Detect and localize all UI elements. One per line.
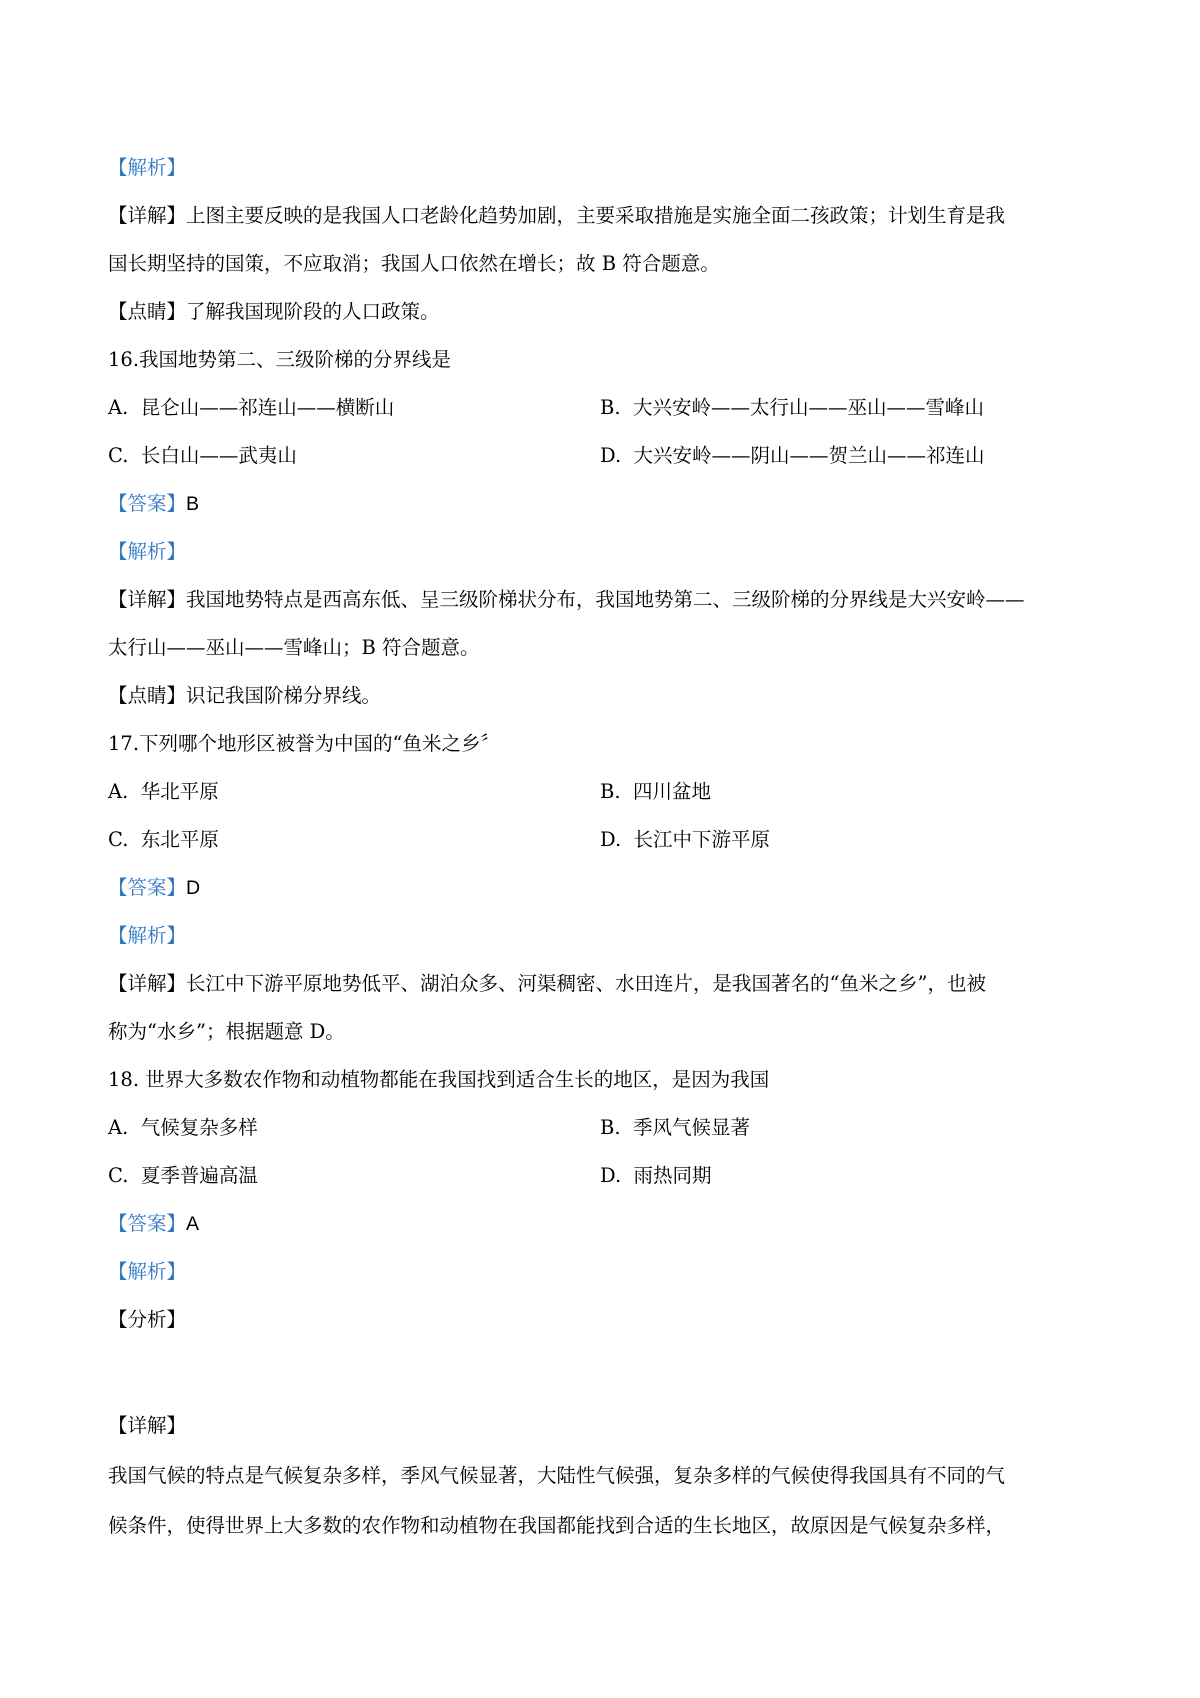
q17-option-d-letter: D. — [600, 828, 622, 851]
q18-option-d — [600, 1162, 712, 1190]
q15-jiexi-label: 【解析】 — [108, 156, 187, 179]
q18-option-b-letter: B. — [600, 1116, 621, 1139]
q17-option-b-letter: B. — [600, 780, 621, 803]
q16-dianjing-label: 【点睛】 — [108, 684, 187, 707]
q18-answer-value: A — [186, 1213, 200, 1235]
q17-detail-line-1 — [108, 970, 986, 998]
q16-option-a-letter: A. — [108, 396, 129, 419]
q15-detail-line-1 — [108, 202, 1005, 230]
q16-option-c — [108, 442, 297, 470]
q16-detail-line-1 — [108, 586, 1025, 614]
q17-daan-label: 【答案】 — [108, 876, 187, 899]
q18-option-c-text: 夏季普遍高温 — [140, 1164, 258, 1187]
q17-option-c — [108, 826, 219, 854]
q18-option-b — [600, 1114, 750, 1142]
q15-dianjing-text: 了解我国现阶段的人口政策。 — [186, 300, 440, 323]
q17-detail-line-2: 称为“水乡”；根据题意 D。 — [108, 1020, 345, 1043]
q18-option-a — [108, 1114, 258, 1142]
q17-option-b-text: 四川盆地 — [632, 780, 711, 803]
q17-option-b — [600, 778, 711, 806]
q16-option-a-text: 昆仑山——祁连山——横断山 — [140, 396, 395, 419]
q17-jiexi-label: 【解析】 — [108, 924, 187, 947]
q15-dianjing-label: 【点睛】 — [108, 300, 187, 323]
q15-detail-line-2: 国长期坚持的国策，不应取消；我国人口依然在增长；故 B 符合题意。 — [108, 252, 720, 275]
q17-option-c-text: 东北平原 — [140, 828, 219, 851]
q18-detail-line-2: 候条件，使得世界上大多数的农作物和动植物在我国都能找到合适的生长地区，故原因是气候复杂多样， — [108, 1514, 1006, 1537]
q17-option-a-text: 华北平原 — [140, 780, 219, 803]
q17-option-d-text: 长江中下游平原 — [633, 828, 771, 851]
q18-jiexi-label: 【解析】 — [108, 1260, 187, 1283]
q16-stem: 16.我国地势第二、三级阶梯的分界线是 — [108, 348, 452, 371]
q18-option-b-text: 季风气候显著 — [632, 1116, 750, 1139]
q16-answer-value: B — [186, 493, 200, 515]
q16-detail-text-1: 我国地势特点是西高东低、呈三级阶梯状分布，我国地势第二、三级阶梯的分界线是大兴安岭—— — [186, 588, 1025, 611]
q16-option-d — [600, 442, 985, 470]
q18-option-a-letter: A. — [108, 1116, 129, 1139]
q18-xiangjie-label: 【详解】 — [108, 1414, 187, 1437]
q16-option-b-text: 大兴安岭——太行山——巫山——雪峰山 — [632, 396, 984, 419]
q16-option-c-text: 长白山——武夷山 — [140, 444, 297, 467]
q16-option-d-text: 大兴安岭——阴山——贺兰山——祁连山 — [633, 444, 985, 467]
q17-xiangjie-label: 【详解】 — [108, 972, 187, 995]
q16-option-b-letter: B. — [600, 396, 621, 419]
q16-detail-line-2: 太行山——巫山——雪峰山；B 符合题意。 — [108, 636, 480, 659]
q16-jiexi-label: 【解析】 — [108, 540, 187, 563]
q18-answer — [108, 1210, 199, 1238]
q18-option-c — [108, 1162, 258, 1190]
q16-dianjing-text: 识记我国阶梯分界线。 — [186, 684, 382, 707]
q15-xiangjie-label: 【详解】 — [108, 204, 187, 227]
q15-detail-text-1: 上图主要反映的是我国人口老龄化趋势加剧，主要采取措施是实施全面二孩政策；计划生育是我 — [186, 204, 1006, 227]
q18-option-d-letter: D. — [600, 1164, 622, 1187]
q16-dianjing — [108, 682, 381, 710]
q18-option-d-text: 雨热同期 — [633, 1164, 712, 1187]
q18-stem: 18. 世界大多数农作物和动植物都能在我国找到适合生长的地区，是因为我国 — [108, 1068, 770, 1091]
q17-stem: 17.下列哪个地形区被誉为中国的“鱼米之乡〞 — [108, 732, 500, 755]
q18-detail-line-1: 我国气候的特点是气候复杂多样，季风气候显著，大陆性气候强，复杂多样的气候使得我国具有不同的气 — [108, 1464, 1006, 1487]
q17-option-a — [108, 778, 219, 806]
q17-answer — [108, 874, 200, 902]
q18-daan-label: 【答案】 — [108, 1212, 187, 1235]
q15-dianjing — [108, 298, 440, 326]
q17-option-c-letter: C. — [108, 828, 129, 851]
q16-option-a — [108, 394, 394, 422]
q17-option-a-letter: A. — [108, 780, 129, 803]
q17-detail-text-1: 长江中下游平原地势低平、湖泊众多、河渠稠密、水田连片，是我国著名的“鱼米之乡”，也被 — [186, 972, 986, 995]
q17-option-d — [600, 826, 770, 854]
q16-option-d-letter: D. — [600, 444, 622, 467]
q17-answer-value: D — [186, 877, 201, 899]
q18-fenxi-label: 【分析】 — [108, 1308, 187, 1331]
q18-option-c-letter: C. — [108, 1164, 129, 1187]
q18-option-a-text: 气候复杂多样 — [140, 1116, 258, 1139]
q16-answer — [108, 490, 199, 518]
q16-xiangjie-label: 【详解】 — [108, 588, 187, 611]
q16-option-b — [600, 394, 984, 422]
q16-option-c-letter: C. — [108, 444, 129, 467]
q16-daan-label: 【答案】 — [108, 492, 187, 515]
